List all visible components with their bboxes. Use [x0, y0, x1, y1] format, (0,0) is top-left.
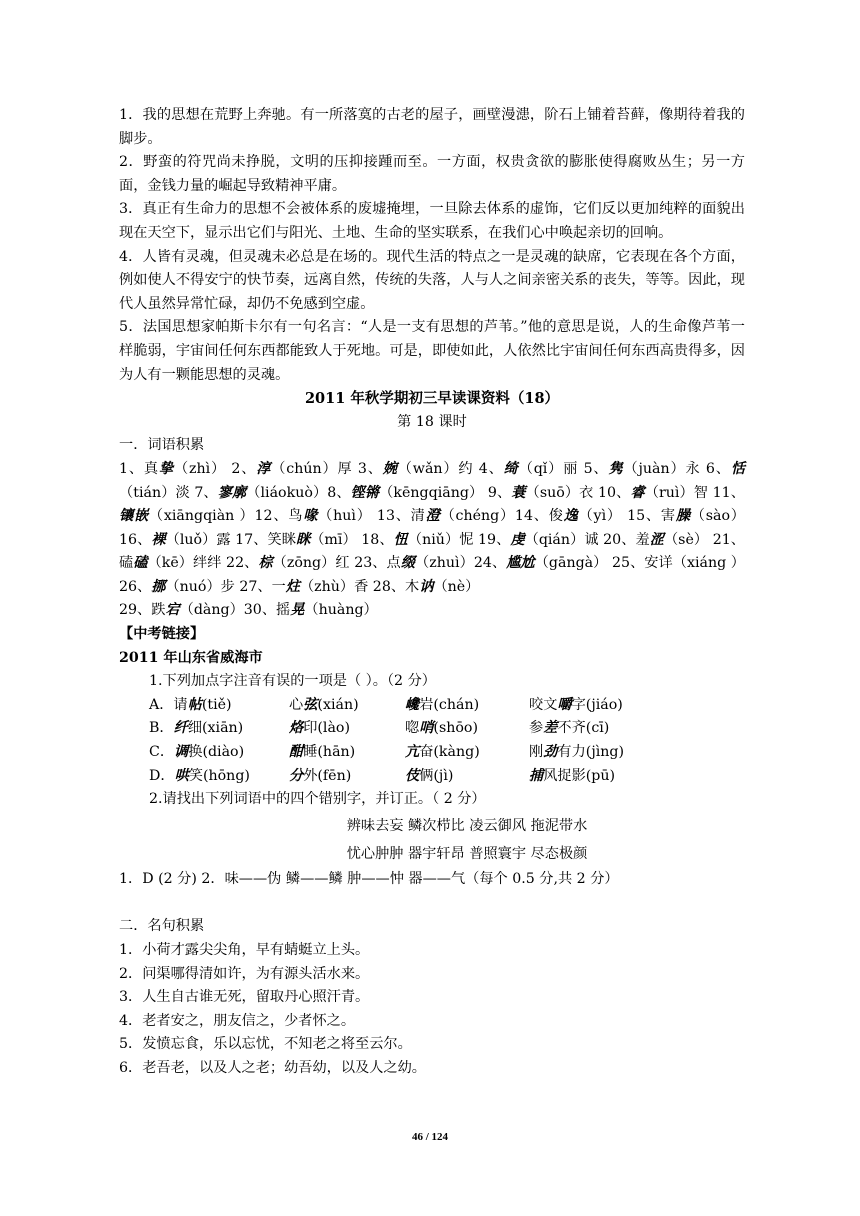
dotted-word: 缀 [400, 555, 416, 572]
quote-item: 6．老吾老，以及人之老；幼吾幼，以及人之幼。 [119, 1059, 426, 1076]
vocab-list [119, 458, 745, 600]
option-cell [529, 717, 699, 741]
option-cell [289, 765, 405, 789]
idiom-line: 忧心肿肿 器宇轩昂 普照寰宇 尽态极颜 [346, 845, 588, 862]
dotted-word: 嚼 [557, 696, 572, 713]
dotted-word: 劲 [543, 744, 558, 761]
dotted-word: 晃 [290, 602, 305, 619]
page-number: 46 / 124 [411, 1131, 449, 1143]
option-cell [405, 741, 529, 765]
vocab-text: 俩(jì) [419, 767, 454, 784]
reading-item: 1．我的思想在荒野上奔驰。有一所落寞的古老的屋子，画壁漫漶，阶石上铺着苔藓，像期待着我的脚步。 [119, 107, 745, 147]
vocab-text: 外(fēn) [303, 767, 352, 784]
dotted-word: 逸 [563, 508, 579, 525]
dotted-word: 虔 [510, 531, 525, 548]
dotted-word: 炷 [285, 578, 300, 595]
dotted-word: 淳 [256, 460, 272, 477]
dotted-word: 讷 [419, 578, 434, 595]
vocab-text: （sào） 16、 [119, 508, 745, 548]
option-cell [529, 741, 699, 765]
vocab-text: 印(lào) [303, 720, 350, 737]
reading-list [119, 104, 745, 387]
question-1-options [119, 694, 745, 788]
vocab-text: （ruì）智 11、 [644, 484, 745, 501]
quote-item: 4．老者安之，朋友信之，少者怀之。 [119, 1012, 356, 1029]
option-row [119, 765, 745, 789]
dotted-word: 挚 [158, 460, 174, 477]
dotted-word: 睿 [630, 484, 645, 501]
vocab-text: 岩(chán) [419, 696, 480, 713]
dotted-word: 纤 [173, 720, 188, 737]
quote-item: 5．发愤忘食，乐以忘忧，不知老之将至云尔。 [119, 1036, 412, 1053]
vocab-text: （zhì） 2、 [173, 460, 257, 477]
question-2: 2.请找出下列词语中的四个错别字，并订正。（ 2 分） [149, 791, 486, 808]
reading-item: 5．法国思想家帕斯卡尔有一句名言：“人是一支有思想的芦苇。”他的意思是说，人的生命像芦苇一样脆弱，宇宙间任何东西都能致人于死地。可是，即使如此，人依然比宇宙间任何东西高贵得多，因为人有一颗能思想的灵魂。 [119, 319, 745, 383]
option-cell [529, 765, 699, 789]
dotted-word: 寥廓 [217, 484, 247, 501]
vocab-text: (shōo) [433, 720, 478, 737]
vocab-text: （wǎn）约 4、 [397, 460, 504, 477]
dotted-word: 臊 [675, 508, 691, 525]
option-cell [149, 765, 289, 789]
vocab-text: （liáokuò）8、 [246, 484, 351, 501]
dotted-word: 宕 [165, 602, 180, 619]
document-title: 2011 年秋学期初三早读课资料（18） [304, 390, 560, 408]
dotted-word: 婉 [382, 460, 398, 477]
option-row [119, 694, 745, 718]
dotted-word: 伎 [405, 767, 420, 784]
vocab-text: （nè） [433, 578, 480, 595]
dotted-word: 恬 [730, 460, 745, 477]
vocab-text: （zōng）红 23、点 [272, 555, 401, 572]
vocab-text: 1、真 [119, 460, 159, 477]
dotted-word: 差 [543, 720, 558, 737]
vocab-text: 睡(hān) [303, 744, 356, 761]
dotted-word: 铿锵 [350, 484, 380, 501]
vocab-text: (xián) [317, 696, 359, 713]
vocab-text: 有力(jìng) [557, 744, 625, 761]
dotted-word: 裸 [151, 531, 166, 548]
dotted-word: 帖 [187, 696, 202, 713]
vocab-text: （luǒ）露 17、笑眯 [165, 531, 296, 548]
quote-item: 1．小荷才露尖尖角，早有蜻蜓立上头。 [119, 942, 370, 958]
quote-list [119, 939, 745, 1081]
vocab-text: （sè） 21、磕 [119, 531, 745, 572]
question-1: 1.下列加点字注音有误的一项是（ ）。（2 分） [149, 673, 436, 690]
vocab-text: （nuó）步 27、一 [165, 578, 286, 595]
vocab-text: （tián）淡 7、 [119, 484, 218, 501]
dotted-word: 隽 [608, 460, 624, 477]
section-heading-vocab: 一．词语积累 [119, 437, 205, 454]
vocab-text: （mī） 18、 [310, 531, 394, 548]
option-cell [149, 741, 289, 765]
section-heading-quotes: 二．名句积累 [119, 918, 205, 935]
dotted-word: 调 [174, 744, 189, 761]
lesson-number: 第 18 课时 [397, 413, 467, 430]
vocab-text: 细(xiān) [187, 720, 244, 737]
dotted-word: 涩 [649, 531, 664, 548]
vocab-text: （gāngà） 25、安详（xiáng ）26、 [119, 555, 745, 595]
option-cell [149, 694, 289, 718]
vocab-text: （niǔ）怩 19、 [407, 531, 511, 548]
vocab-text: （dàng）30、摇 [179, 602, 291, 619]
vocab-text: A．请 [149, 696, 188, 713]
option-cell [529, 694, 699, 718]
dotted-word: 绮 [503, 460, 519, 477]
dotted-word: 眯 [295, 531, 311, 548]
dotted-word: 挪 [151, 578, 166, 595]
dotted-word: 磕 [133, 555, 148, 572]
vocab-text: 笑(hōng) [188, 767, 250, 784]
dotted-word: 尴尬 [506, 555, 535, 572]
vocab-text: （zhù）香 28、木 [299, 578, 420, 595]
dotted-word: 哄 [174, 767, 189, 784]
dotted-word: 澄 [425, 508, 441, 525]
option-cell [289, 694, 405, 718]
vocab-text: 唿 [405, 720, 420, 737]
option-row [119, 741, 745, 765]
dotted-word: 棕 [258, 555, 273, 572]
vocab-list-last [119, 599, 745, 623]
reading-item: 4．人皆有灵魂，但灵魂未必总是在场的。现代生活的特点之一是灵魂的缺席，它表现在各个方面，例如使人不得安宁的快节奏，远离自然，传统的失落，人与人之间亲密关系的丧失，等等。因此，现代人虽然异常忙碌，却仍不免感到空虚。 [119, 248, 745, 312]
dotted-word: 哨 [419, 720, 434, 737]
vocab-text: （chún）厚 3、 [271, 460, 383, 477]
dotted-word: 蓑 [511, 484, 526, 501]
vocab-text: （qián）诚 20、羞 [524, 531, 650, 548]
option-cell [405, 694, 529, 718]
vocab-text: 参 [529, 720, 544, 737]
vocab-text: （yì） 15、害 [578, 508, 676, 525]
dotted-word: 烙 [289, 720, 304, 737]
option-cell [289, 741, 405, 765]
vocab-text: 刚 [529, 744, 544, 761]
vocab-text: 字(jiáo) [571, 696, 623, 713]
vocab-text: 29、跌 [119, 602, 166, 619]
quote-item: 2．问渠哪得清如许，为有源头活水来。 [119, 965, 370, 982]
vocab-text: （kē）绊绊 22、 [147, 555, 259, 572]
dotted-word: 镶嵌 [119, 508, 149, 525]
vocab-text: B． [149, 720, 174, 737]
vocab-text: 心 [289, 696, 304, 713]
vocab-text: （zhuì）24、 [415, 555, 507, 572]
vocab-text: （suō）衣 10、 [525, 484, 631, 501]
vocab-text: C． [149, 744, 175, 761]
vocab-text: D． [149, 767, 175, 784]
spacer [119, 891, 745, 915]
option-cell [405, 765, 529, 789]
dotted-word: 弦 [303, 696, 318, 713]
vocab-text: （juàn）永 6、 [623, 460, 731, 477]
dotted-word: 忸 [393, 531, 408, 548]
exam-source-heading: 2011 年山东省威海市 [119, 649, 263, 666]
vocab-text: 风捉影(pū) [543, 767, 616, 784]
vocab-text: 不齐(cī) [557, 720, 610, 737]
exam-link-heading: 【中考链接】 [119, 626, 205, 643]
reading-item: 3．真正有生命力的思想不会被体系的废墟掩埋，一旦除去体系的虚饰，它们反以更加纯粹的面貌出现在天空下，显示出它们与阳光、土地、生命的坚实联系，在我们心中唤起亲切的回响。 [119, 201, 745, 241]
vocab-text: （huì） 13、清 [318, 508, 426, 525]
vocab-text: 奋(kàng) [419, 744, 480, 761]
dotted-word: 喙 [303, 508, 319, 525]
dotted-word: 亢 [405, 744, 420, 761]
dotted-word: 捕 [529, 767, 544, 784]
vocab-text: 咬文 [529, 696, 558, 713]
document-body [119, 104, 745, 1081]
dotted-word: 巉 [405, 696, 420, 713]
quote-item: 3．人生自古谁无死，留取丹心照汗青。 [119, 989, 370, 1006]
reading-item: 2．野蛮的符咒尚未挣脱，文明的压抑接踵而至。一方面，权贵贪欲的膨胀使得腐败丛生；另一方面，金钱力量的崛起导致精神平庸。 [119, 154, 745, 194]
option-cell [149, 717, 289, 741]
vocab-text: 换(diào) [188, 744, 245, 761]
vocab-text: （huàng） [304, 602, 378, 619]
answer-key: 1．D (2 分) 2．味——伪 鳞——鳞 肿——忡 器——气（每个 0.5 分,共 2 分） [119, 870, 619, 887]
vocab-text: (tiě) [201, 696, 232, 713]
vocab-text: （qǐ）丽 5、 [518, 460, 609, 477]
option-cell [289, 717, 405, 741]
dotted-word: 分 [289, 767, 304, 784]
idiom-line: 辨味去妄 鳞次栉比 凌云御风 拖泥带水 [346, 817, 588, 834]
option-cell [405, 717, 529, 741]
dotted-word: 酣 [289, 744, 304, 761]
vocab-text: （chéng）14、俊 [440, 508, 564, 525]
option-row [119, 717, 745, 741]
vocab-text: （xiāngqiàn ）12、鸟 [148, 508, 304, 525]
vocab-text: （kēngqiāng） 9、 [379, 484, 512, 501]
